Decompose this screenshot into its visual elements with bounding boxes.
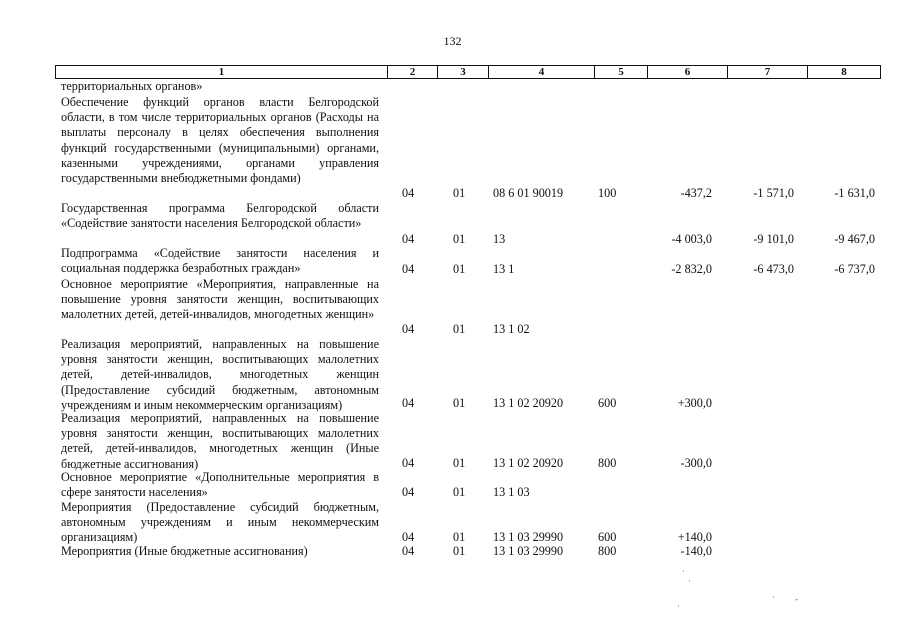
table-row	[0, 277, 905, 338]
row-value-8: -6 737,0	[834, 262, 875, 276]
row-expense-type: 600	[598, 530, 617, 544]
row-target-code: 13 1 03 29990	[493, 544, 564, 558]
row-value-6: +140,0	[677, 530, 712, 544]
row-section: 04	[402, 485, 415, 499]
row-description: Обеспечение функций органов власти Белгородской области, в том числе территориальных органов (Расходы на выплаты персоналу в целях обеспечения выполнения функций государственными (муниципальными) органами, казенными учреждениями, органами управления государственными внебюджетными фондами)	[61, 95, 379, 186]
row-subsection: 01	[453, 485, 466, 499]
row-expense-type: 800	[598, 456, 617, 470]
row-value-7: -1 571,0	[753, 186, 794, 200]
row-subsection: 01	[453, 456, 466, 470]
row-section: 04	[402, 232, 415, 246]
row-target-code: 13 1 03 29990	[493, 530, 564, 544]
row-description: Государственная программа Белгородской области «Содействие занятости населения Белгородской области»	[61, 201, 379, 231]
table-row	[0, 470, 905, 501]
scan-speck: ·	[682, 566, 685, 576]
row-description: Мероприятия (Иные бюджетные ассигнования)	[61, 544, 308, 558]
scan-speck: ·	[688, 576, 691, 586]
row-subsection: 01	[453, 322, 466, 336]
row-value-7: -9 101,0	[753, 232, 794, 246]
table-row	[0, 544, 905, 560]
row-section: 04	[402, 530, 415, 544]
table-row	[0, 201, 905, 247]
row-value-6: -140,0	[680, 544, 712, 558]
row-value-6: -437,2	[680, 186, 712, 200]
row-subsection: 01	[453, 262, 466, 276]
header-col-5: 5	[595, 66, 648, 78]
header-col-1: 1	[56, 66, 388, 78]
scan-speck: ·	[772, 592, 775, 602]
table-row	[0, 246, 905, 277]
row-target-code: 13 1 02 20920	[493, 456, 564, 470]
scan-speck: -	[795, 594, 798, 604]
row-expense-type: 100	[598, 186, 617, 200]
row-description: Мероприятия (Предоставление субсидий бюджетным, автономным учреждениям и иным некоммерческим организациям)	[61, 500, 379, 545]
header-col-4: 4	[489, 66, 595, 78]
header-col-2: 2	[388, 66, 438, 78]
row-subsection: 01	[453, 186, 466, 200]
row-target-code: 13 1	[493, 262, 515, 276]
table-row	[0, 79, 905, 95]
row-description: Подпрограмма «Содействие занятости населения и социальная поддержка безработных граждан»	[61, 246, 379, 276]
row-value-8: -1 631,0	[834, 186, 875, 200]
header-col-3: 3	[438, 66, 489, 78]
table-row	[0, 337, 905, 412]
row-expense-type: 600	[598, 396, 617, 410]
row-subsection: 01	[453, 530, 466, 544]
row-target-code: 13	[493, 232, 506, 246]
row-target-code: 13 1 02 20920	[493, 396, 564, 410]
table-header	[55, 65, 881, 79]
row-subsection: 01	[453, 544, 466, 558]
row-description: Реализация мероприятий, направленных на повышение уровня занятости женщин, воспитывающих малолетних детей, детей-инвалидов, многодетных женщин (Иные бюджетные ассигнования)	[61, 411, 379, 471]
row-description: Основное мероприятие «Мероприятия, направленные на повышение уровня занятости женщин, воспитывающих малолетних детей, детей-инвалидов, многодетных женщин»	[61, 277, 379, 322]
row-expense-type: 800	[598, 544, 617, 558]
row-section: 04	[402, 186, 415, 200]
row-section: 04	[402, 456, 415, 470]
row-value-6: +300,0	[677, 396, 712, 410]
row-value-7: -6 473,0	[753, 262, 794, 276]
row-section: 04	[402, 322, 415, 336]
row-target-code: 13 1 02	[493, 322, 530, 336]
row-subsection: 01	[453, 396, 466, 410]
row-description: Реализация мероприятий, направленных на повышение уровня занятости женщин, воспитывающих малолетних детей, детей-инвалидов, многодетных женщин (Предоставление субсидий бюджетным, автономным учреждениям и иным некоммерческим организациям)	[61, 337, 379, 412]
row-description: территориальных органов»	[61, 79, 203, 93]
table-row	[0, 411, 905, 471]
row-section: 04	[402, 262, 415, 276]
row-value-6: -4 003,0	[671, 232, 712, 246]
row-value-8: -9 467,0	[834, 232, 875, 246]
row-description: Основное мероприятие «Дополнительные мероприятия в сфере занятости населения»	[61, 470, 379, 500]
table-row	[0, 500, 905, 546]
row-target-code: 13 1 03	[493, 485, 530, 499]
page-number: 132	[443, 34, 462, 48]
row-value-6: -2 832,0	[671, 262, 712, 276]
row-value-6: -300,0	[680, 456, 712, 470]
row-target-code: 08 6 01 90019	[493, 186, 564, 200]
scan-speck: ·	[677, 601, 680, 611]
header-col-8: 8	[841, 66, 847, 78]
row-section: 04	[402, 544, 415, 558]
table-row	[0, 95, 905, 203]
row-subsection: 01	[453, 232, 466, 246]
header-col-6: 6	[648, 66, 728, 78]
row-section: 04	[402, 396, 415, 410]
header-col-7: 7	[728, 66, 808, 78]
